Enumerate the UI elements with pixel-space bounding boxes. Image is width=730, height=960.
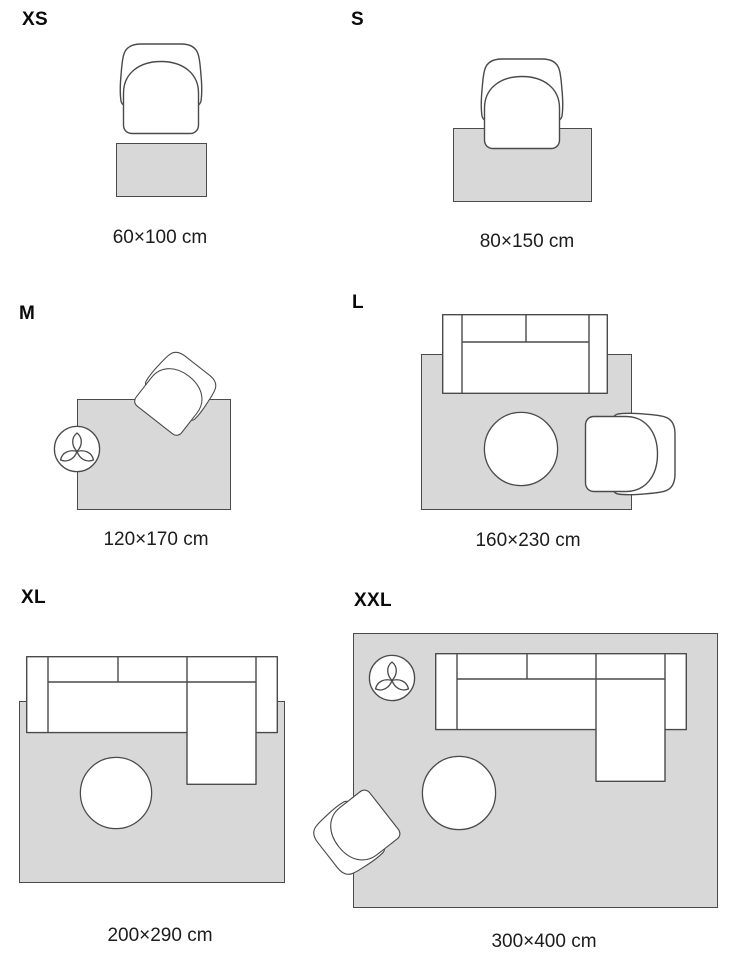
rug-xs [116,143,207,197]
round-pouf-icon [483,411,559,487]
armchair-icon [584,412,676,496]
round-pouf-icon [79,756,153,830]
rug-m-dimensions: 120×170 cm [103,529,209,550]
rug-l-dimensions: 160×230 cm [475,530,581,551]
rug-xs-dimensions: 60×100 cm [112,227,208,248]
size-label-l: L [352,292,364,313]
size-label-xl: XL [21,587,46,608]
sofa-icon [442,314,608,394]
plant-icon [53,425,101,473]
size-label-m: M [19,303,36,324]
rug-s-dimensions: 80×150 cm [479,231,575,252]
armchair-icon [480,58,564,150]
plant-icon [368,654,416,702]
armchair-icon [119,43,203,135]
round-pouf-icon [421,755,497,831]
size-label-xs: XS [22,9,48,30]
size-label-s: S [351,9,364,30]
rug-xl-dimensions: 200×290 cm [107,925,213,946]
size-label-xxl: XXL [354,590,392,611]
rug-xxl-dimensions: 300×400 cm [491,931,597,952]
